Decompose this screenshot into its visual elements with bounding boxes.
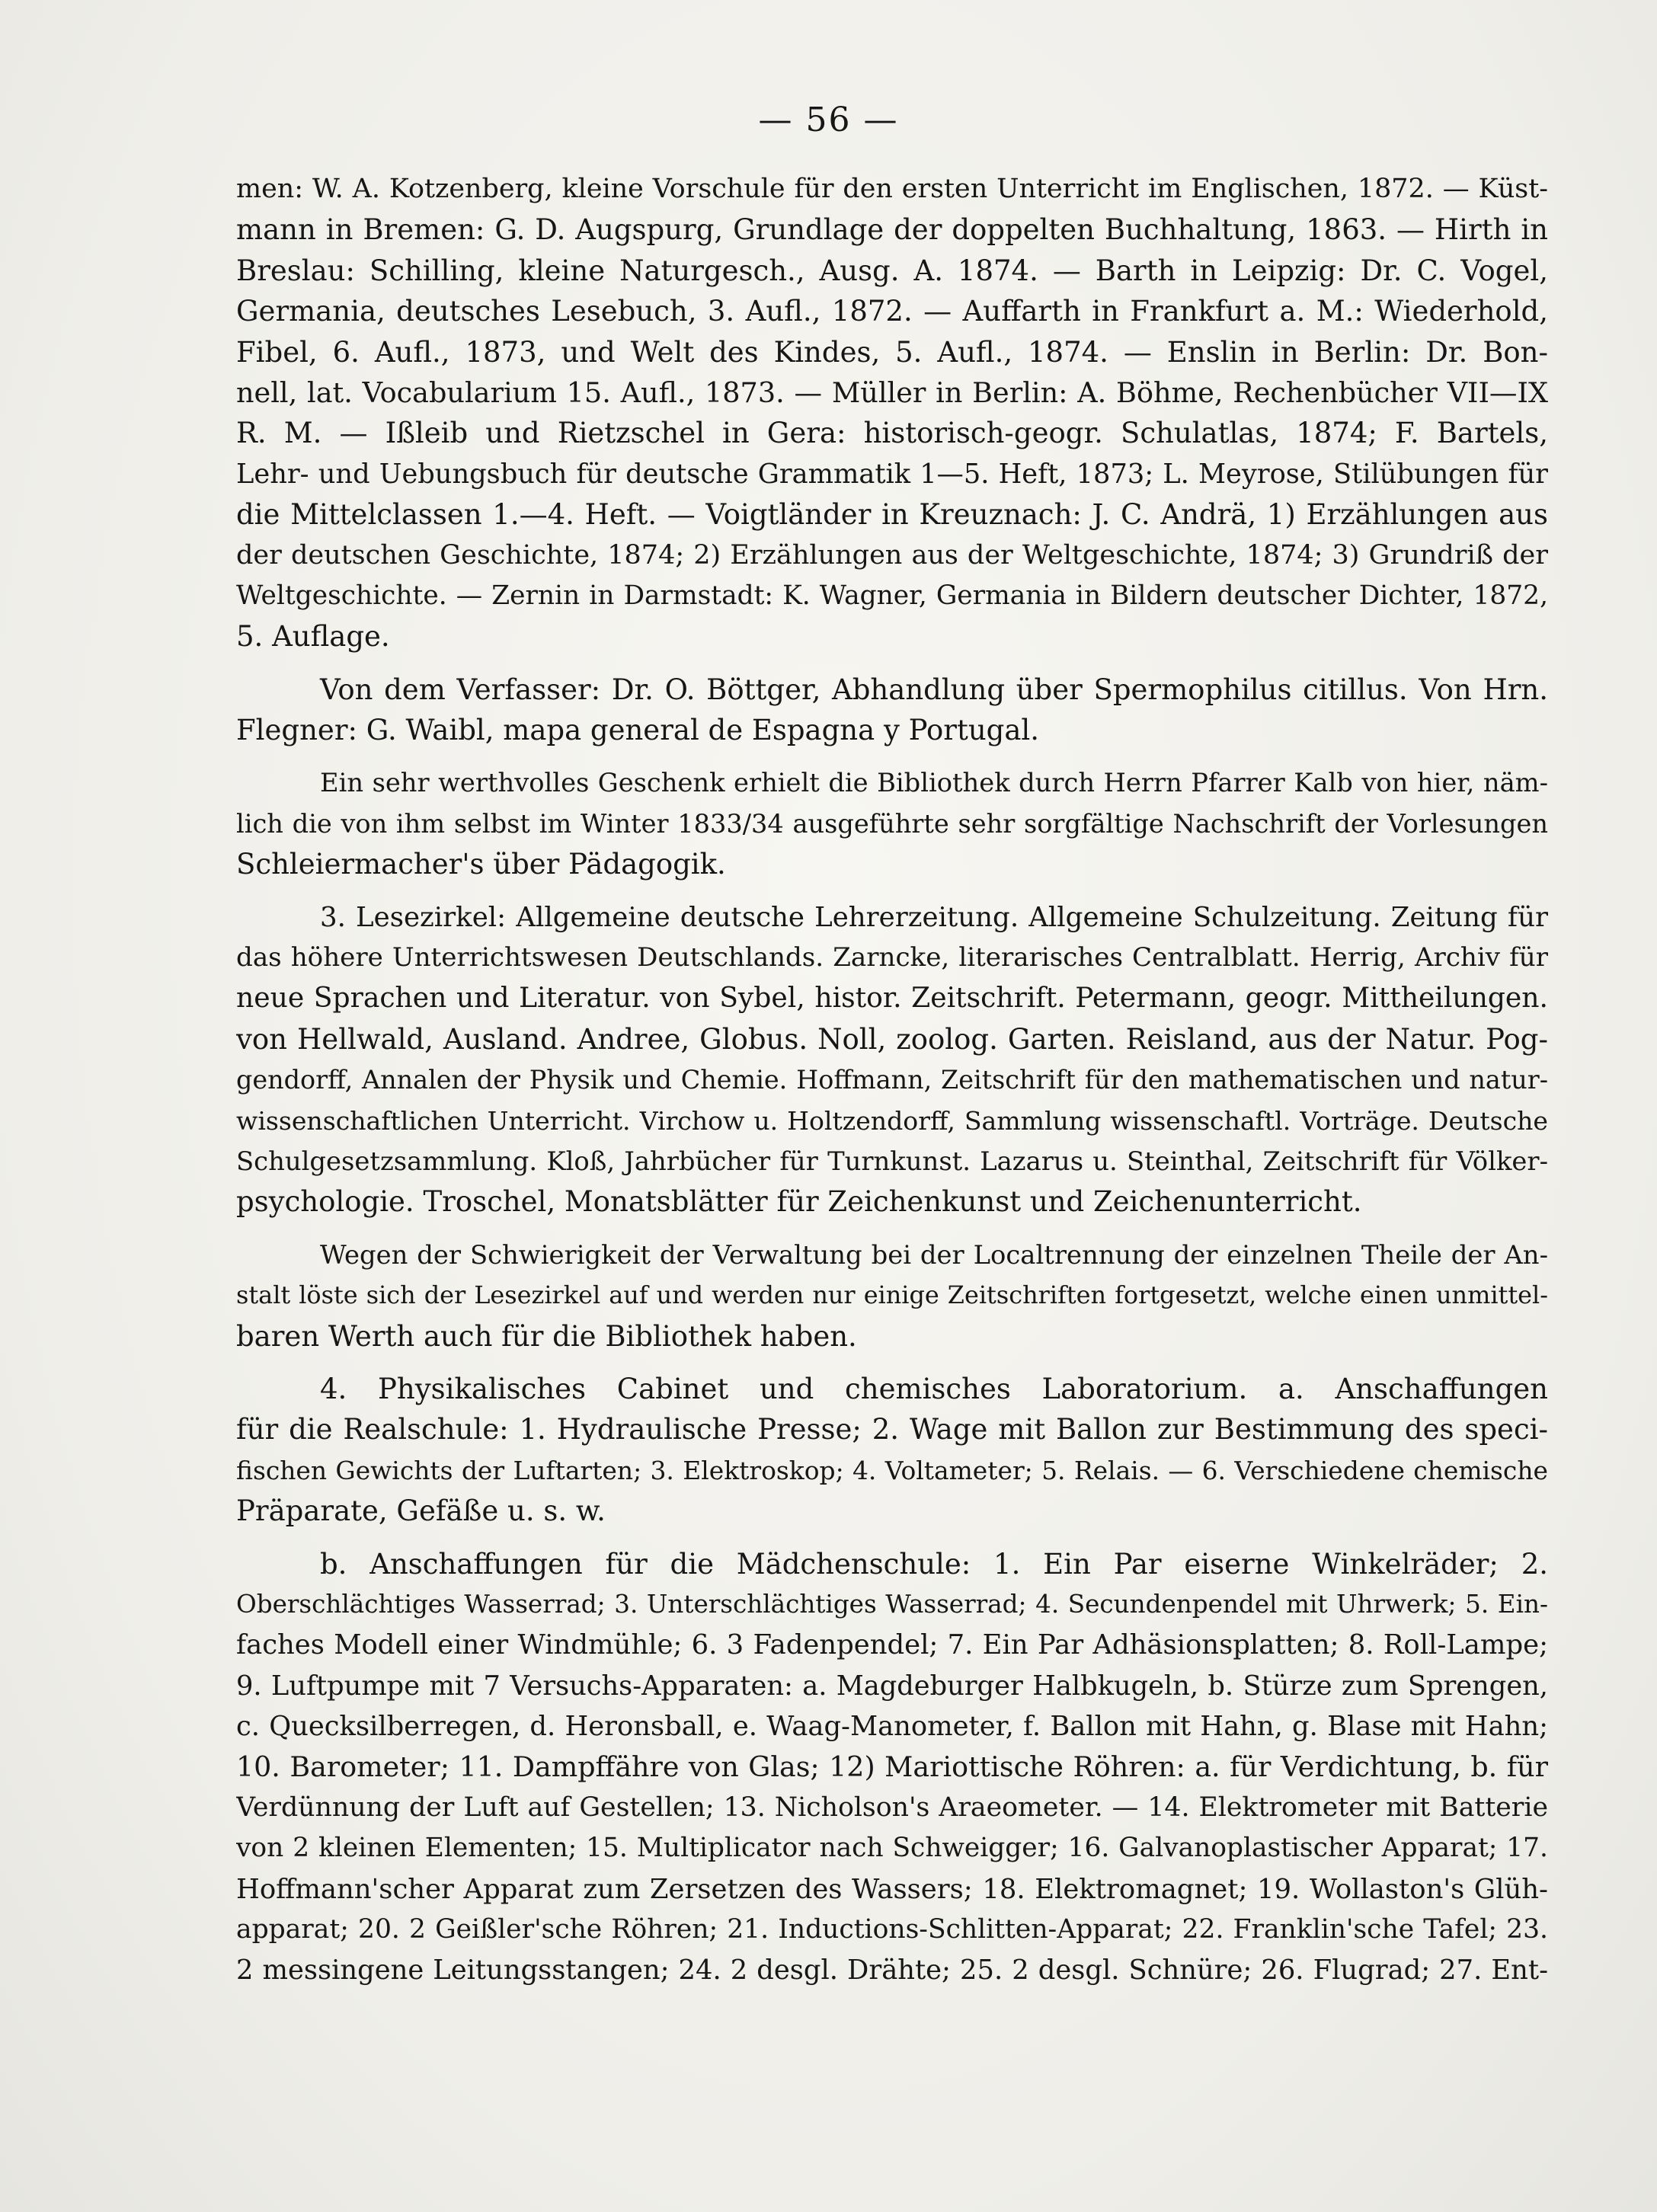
- text-line: 3. Lesezirkel: Allgemeine deutsche Lehrerzeitung. Allgemeine Schulzeitung. Zeitung für: [320, 901, 1548, 933]
- paragraph-gap: [236, 1532, 1548, 1544]
- text-line: die Mittelclassen 1.—4. Heft. — Voigtländer in Kreuznach: J. C. Andrä, 1) Erzählungen aus: [236, 498, 1548, 532]
- text-line: b. Anschaffungen für die Mädchenschule: 1. Ein Par eiserne Winkelräder; 2.: [320, 1547, 1548, 1581]
- text-line: mann in Bremen: G. D. Augspurg, Grundlage der doppelten Buchhaltung, 1863. — Hirth in: [236, 213, 1548, 247]
- text-line: Fibel, 6. Aufl., 1873, und Welt des Kindes, 5. Aufl., 1874. — Enslin in Berlin: Dr. Bon-: [236, 335, 1548, 369]
- page-number: — 56 —: [758, 101, 899, 139]
- text-line: Verdünnung der Luft auf Gestellen; 13. Nicholson's Araeometer. — 14. Elektrometer mit Batterie: [236, 1792, 1548, 1823]
- text-line: Breslau: Schilling, kleine Naturgesch., Ausg. A. 1874. — Barth in Leipzig: Dr. C. Vogel,: [236, 254, 1548, 287]
- text-line: apparat; 20. 2 Geißler'sche Röhren; 21. Inductions-Schlitten-Apparat; 22. Franklin'sche Tafel; 23.: [236, 1914, 1548, 1945]
- text-line: Flegner: G. Waibl, mapa general de Espagna y Portugal.: [236, 714, 1040, 747]
- paragraph-gap: [236, 657, 1548, 670]
- text-line: Oberschlächtiges Wasserrad; 3. Unterschlächtiges Wasserrad; 4. Secundenpendel mit Uhrwerk; 5. Ein-: [236, 1589, 1548, 1619]
- text-line: Lehr- und Uebungsbuch für deutsche Grammatik 1—5. Heft, 1873; L. Meyrose, Stilübungen für: [236, 458, 1548, 490]
- text-line: Ein sehr werthvolles Geschenk erhielt die Bibliothek durch Herrn Pfarrer Kalb von hier, näm-: [320, 768, 1548, 798]
- paragraph-gap: [236, 885, 1548, 897]
- body-text: [236, 169, 1548, 1991]
- text-line: für die Realschule: 1. Hydraulische Presse; 2. Wage mit Ballon zur Bestimmung des speci-: [236, 1413, 1548, 1446]
- paragraph-gap: [236, 1223, 1548, 1235]
- text-line: Von dem Verfasser: Dr. O. Böttger, Abhandlung über Spermophilus citillus. Von Hrn.: [320, 673, 1548, 706]
- text-line: 10. Barometer; 11. Dampffähre von Glas; 12) Mariottische Röhren: a. für Verdichtung, b. für: [236, 1750, 1548, 1784]
- text-line: R. M. — Ißleib und Rietzschel in Gera: historisch-geogr. Schulatlas, 1874; F. Bartels,: [236, 417, 1548, 450]
- text-line: faches Modell einer Windmühle; 6. 3 Fadenpendel; 7. Ein Par Adhäsionsplatten; 8. Roll-Lampe;: [236, 1629, 1548, 1661]
- text-line: nell, lat. Vocabularium 15. Aufl., 1873. — Müller in Berlin: A. Böhme, Rechenbücher VII—IX: [236, 376, 1548, 409]
- text-line: der deutschen Geschichte, 1874; 2) Erzählungen aus der Weltgeschichte, 1874; 3) Grundriß der: [236, 539, 1548, 571]
- text-line: 5. Auflage.: [236, 620, 390, 654]
- text-line: Weltgeschichte. — Zernin in Darmstadt: K. Wagner, Germania in Bildern deutscher Dichter, 1872,: [236, 580, 1548, 611]
- text-line: men: W. A. Kotzenberg, kleine Vorschule für den ersten Unterricht im Englischen, 1872. — Küst-: [236, 174, 1548, 204]
- paragraph-gap: [236, 750, 1548, 762]
- text-line: von 2 kleinen Elementen; 15. Multiplicator nach Schweigger; 16. Galvanoplastischer Apparat; 17.: [236, 1833, 1548, 1864]
- text-line: Schulgesetzsammlung. Kloß, Jahrbücher für Turnkunst. Lazarus u. Steinthal, Zeitschrift für Völker-: [236, 1146, 1548, 1176]
- text-line: 2 messingene Leitungsstangen; 24. 2 desgl. Drähte; 25. 2 desgl. Schnüre; 26. Flugrad; 27. Ent-: [236, 1955, 1548, 1987]
- text-line: Hoffmann'scher Apparat zum Zersetzen des Wassers; 18. Elektromagnet; 19. Wollaston's Glüh-: [236, 1873, 1548, 1905]
- text-line: Schleiermacher's über Pädagogik.: [236, 848, 726, 881]
- text-line: von Hellwald, Ausland. Andree, Globus. Noll, zoolog. Garten. Reisland, aus der Natur. Pog-: [236, 1022, 1548, 1056]
- text-line: gendorff, Annalen der Physik und Chemie. Hoffmann, Zeitschrift für den mathematischen und natur-: [236, 1065, 1548, 1095]
- text-line: Wegen der Schwierigkeit der Verwaltung bei der Localtrennung der einzelnen Theile der An-: [320, 1239, 1548, 1270]
- text-line: das höhere Unterrichtswesen Deutschlands. Zarncke, literarisches Centralblatt. Herrig, Archiv für: [236, 942, 1548, 973]
- text-line: 4. Physikalisches Cabinet und chemisches Laboratorium. a. Anschaffungen: [320, 1372, 1548, 1405]
- text-line: 9. Luftpumpe mit 7 Versuchs-Apparaten: a. Magdeburger Halbkugeln, b. Stürze zum Sprengen,: [236, 1670, 1548, 1702]
- text-line: baren Werth auch für die Bibliothek haben.: [236, 1319, 857, 1353]
- paragraph-gap: [236, 1357, 1548, 1369]
- text-line: psychologie. Troschel, Monatsblätter für Zeichenkunst und Zeichenunterricht.: [236, 1185, 1362, 1219]
- text-line: fischen Gewichts der Luftarten; 3. Elektroskop; 4. Voltameter; 5. Relais. — 6. Verschiedene chemische: [236, 1455, 1548, 1485]
- text-line: c. Quecksilberregen, d. Heronsball, e. Waag-Manometer, f. Ballon mit Hahn, g. Blase mit Hahn;: [236, 1711, 1548, 1743]
- text-line: Präparate, Gefäße u. s. w.: [236, 1494, 606, 1528]
- text-line: neue Sprachen und Literatur. von Sybel, histor. Zeitschrift. Petermann, geogr. Mittheilungen.: [236, 982, 1548, 1015]
- text-line: stalt löste sich der Lesezirkel auf und werden nur einige Zeitschriften fortgesetzt, welche einen unmittel-: [236, 1280, 1548, 1310]
- text-line: wissenschaftlichen Unterricht. Virchow u. Holtzendorff, Sammlung wissenschaftl. Vorträge. Deutsche: [236, 1105, 1548, 1136]
- text-line: lich die von ihm selbst im Winter 1833/34 ausgeführte sehr sorgfältige Nachschrift der Vorlesungen: [236, 808, 1548, 839]
- text-line: Germania, deutsches Lesebuch, 3. Aufl., 1872. — Auffarth in Frankfurt a. M.: Wiederhold,: [236, 295, 1548, 328]
